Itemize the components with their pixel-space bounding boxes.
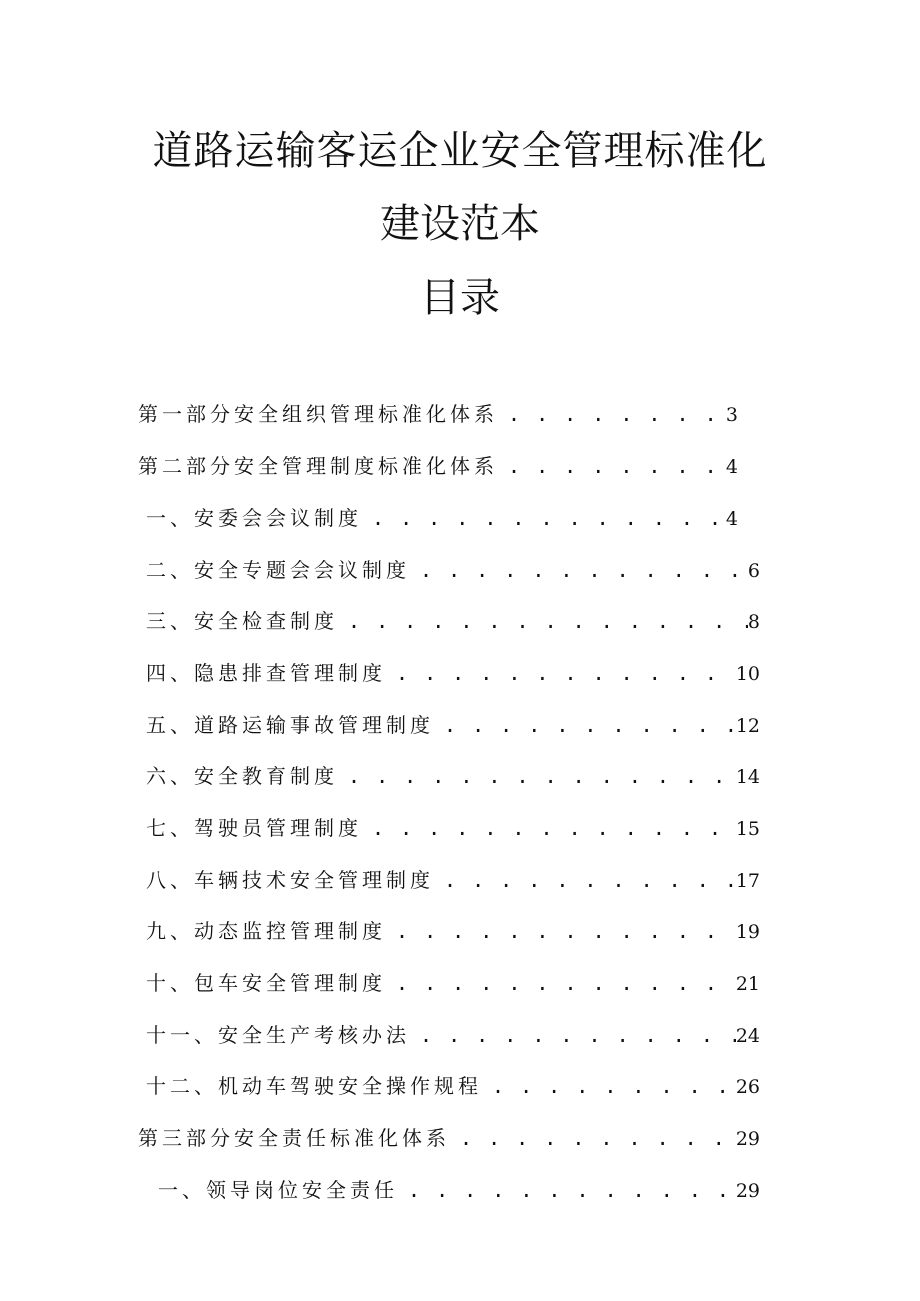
toc-entry[interactable] <box>146 1019 760 1049</box>
toc-leader-dots <box>410 1023 736 1047</box>
toc-entry[interactable] <box>158 1174 760 1204</box>
toc-entry[interactable] <box>138 398 738 428</box>
toc-entry[interactable] <box>138 450 738 480</box>
toc-entry[interactable] <box>146 605 760 635</box>
toc-entry-page: 4 <box>725 508 738 530</box>
toc-entry[interactable] <box>146 760 760 790</box>
toc-entry[interactable] <box>146 554 760 584</box>
toc-entry-label: 一、领导岗位安全责任 <box>158 1178 398 1202</box>
toc-leader-dots <box>386 971 736 995</box>
document-title-line1: 道路运输客运企业安全管理标准化 <box>152 128 768 174</box>
toc-entry-page: 19 <box>735 921 760 943</box>
toc-entry[interactable] <box>146 812 760 842</box>
toc-entry-label: 第一部分安全组织管理标准化体系 <box>138 402 498 426</box>
toc-leader-dots <box>450 1126 736 1150</box>
toc-entry-page: 29 <box>735 1128 760 1150</box>
toc-entry-label: 六、安全教育制度 <box>146 764 338 788</box>
document-title-line2: 建设范本 <box>380 201 540 247</box>
toc-entry-label: 一、安委会会议制度 <box>146 506 362 530</box>
toc-entry[interactable] <box>146 502 738 532</box>
toc-leader-dots <box>398 1178 736 1202</box>
toc-entry-label: 八、车辆技术安全管理制度 <box>146 868 434 892</box>
toc-entry-page: 14 <box>735 766 760 788</box>
toc-entry-label: 二、安全专题会会议制度 <box>146 558 410 582</box>
toc-entry-page: 17 <box>735 870 760 892</box>
toc-entry[interactable] <box>146 967 760 997</box>
toc-entry-label: 十二、机动车驾驶安全操作规程 <box>146 1074 482 1098</box>
toc-entry[interactable] <box>146 657 760 687</box>
toc-leader-dots <box>362 506 726 530</box>
toc-entry-label: 十、包车安全管理制度 <box>146 971 386 995</box>
toc-leader-dots <box>482 1074 736 1098</box>
toc-leader-dots <box>338 609 748 633</box>
toc-entry-label: 三、安全检查制度 <box>146 609 338 633</box>
toc-entry-label: 第三部分安全责任标准化体系 <box>138 1126 450 1150</box>
toc-leader-dots <box>362 816 736 840</box>
toc-entry-page: 10 <box>735 663 760 685</box>
toc-entry-label: 五、道路运输事故管理制度 <box>146 713 434 737</box>
toc-entry-page: 3 <box>725 404 738 426</box>
toc-heading: 目录 <box>420 275 500 321</box>
toc-entry-label: 七、驾驶员管理制度 <box>146 816 362 840</box>
toc-entry-page: 12 <box>735 715 760 737</box>
toc-entry-page: 8 <box>747 611 760 633</box>
toc-leader-dots <box>434 713 736 737</box>
toc-entry[interactable] <box>146 709 760 739</box>
toc-leader-dots <box>338 764 736 788</box>
toc-leader-dots <box>386 661 736 685</box>
toc-entry-page: 15 <box>735 818 760 840</box>
toc-entry-page: 21 <box>735 973 760 995</box>
toc-entry-page: 29 <box>735 1180 760 1202</box>
toc-entry-page: 24 <box>735 1025 760 1047</box>
toc-entry-label: 九、动态监控管理制度 <box>146 919 386 943</box>
toc-entry-label: 十一、安全生产考核办法 <box>146 1023 410 1047</box>
toc-entry-label: 第二部分安全管理制度标准化体系 <box>138 454 498 478</box>
toc-entry-page: 26 <box>735 1076 760 1098</box>
toc-entry[interactable] <box>146 915 760 945</box>
toc-entry[interactable] <box>146 1070 760 1100</box>
toc-leader-dots <box>410 558 748 582</box>
toc-leader-dots <box>498 402 726 426</box>
toc-leader-dots <box>386 919 736 943</box>
toc-entry[interactable] <box>138 1122 760 1152</box>
toc-entry-label: 四、隐患排查管理制度 <box>146 661 386 685</box>
toc-leader-dots <box>434 868 736 892</box>
toc-entry-page: 6 <box>747 560 760 582</box>
toc-leader-dots <box>498 454 726 478</box>
toc-entry-page: 4 <box>725 456 738 478</box>
toc-entry[interactable] <box>146 864 760 894</box>
